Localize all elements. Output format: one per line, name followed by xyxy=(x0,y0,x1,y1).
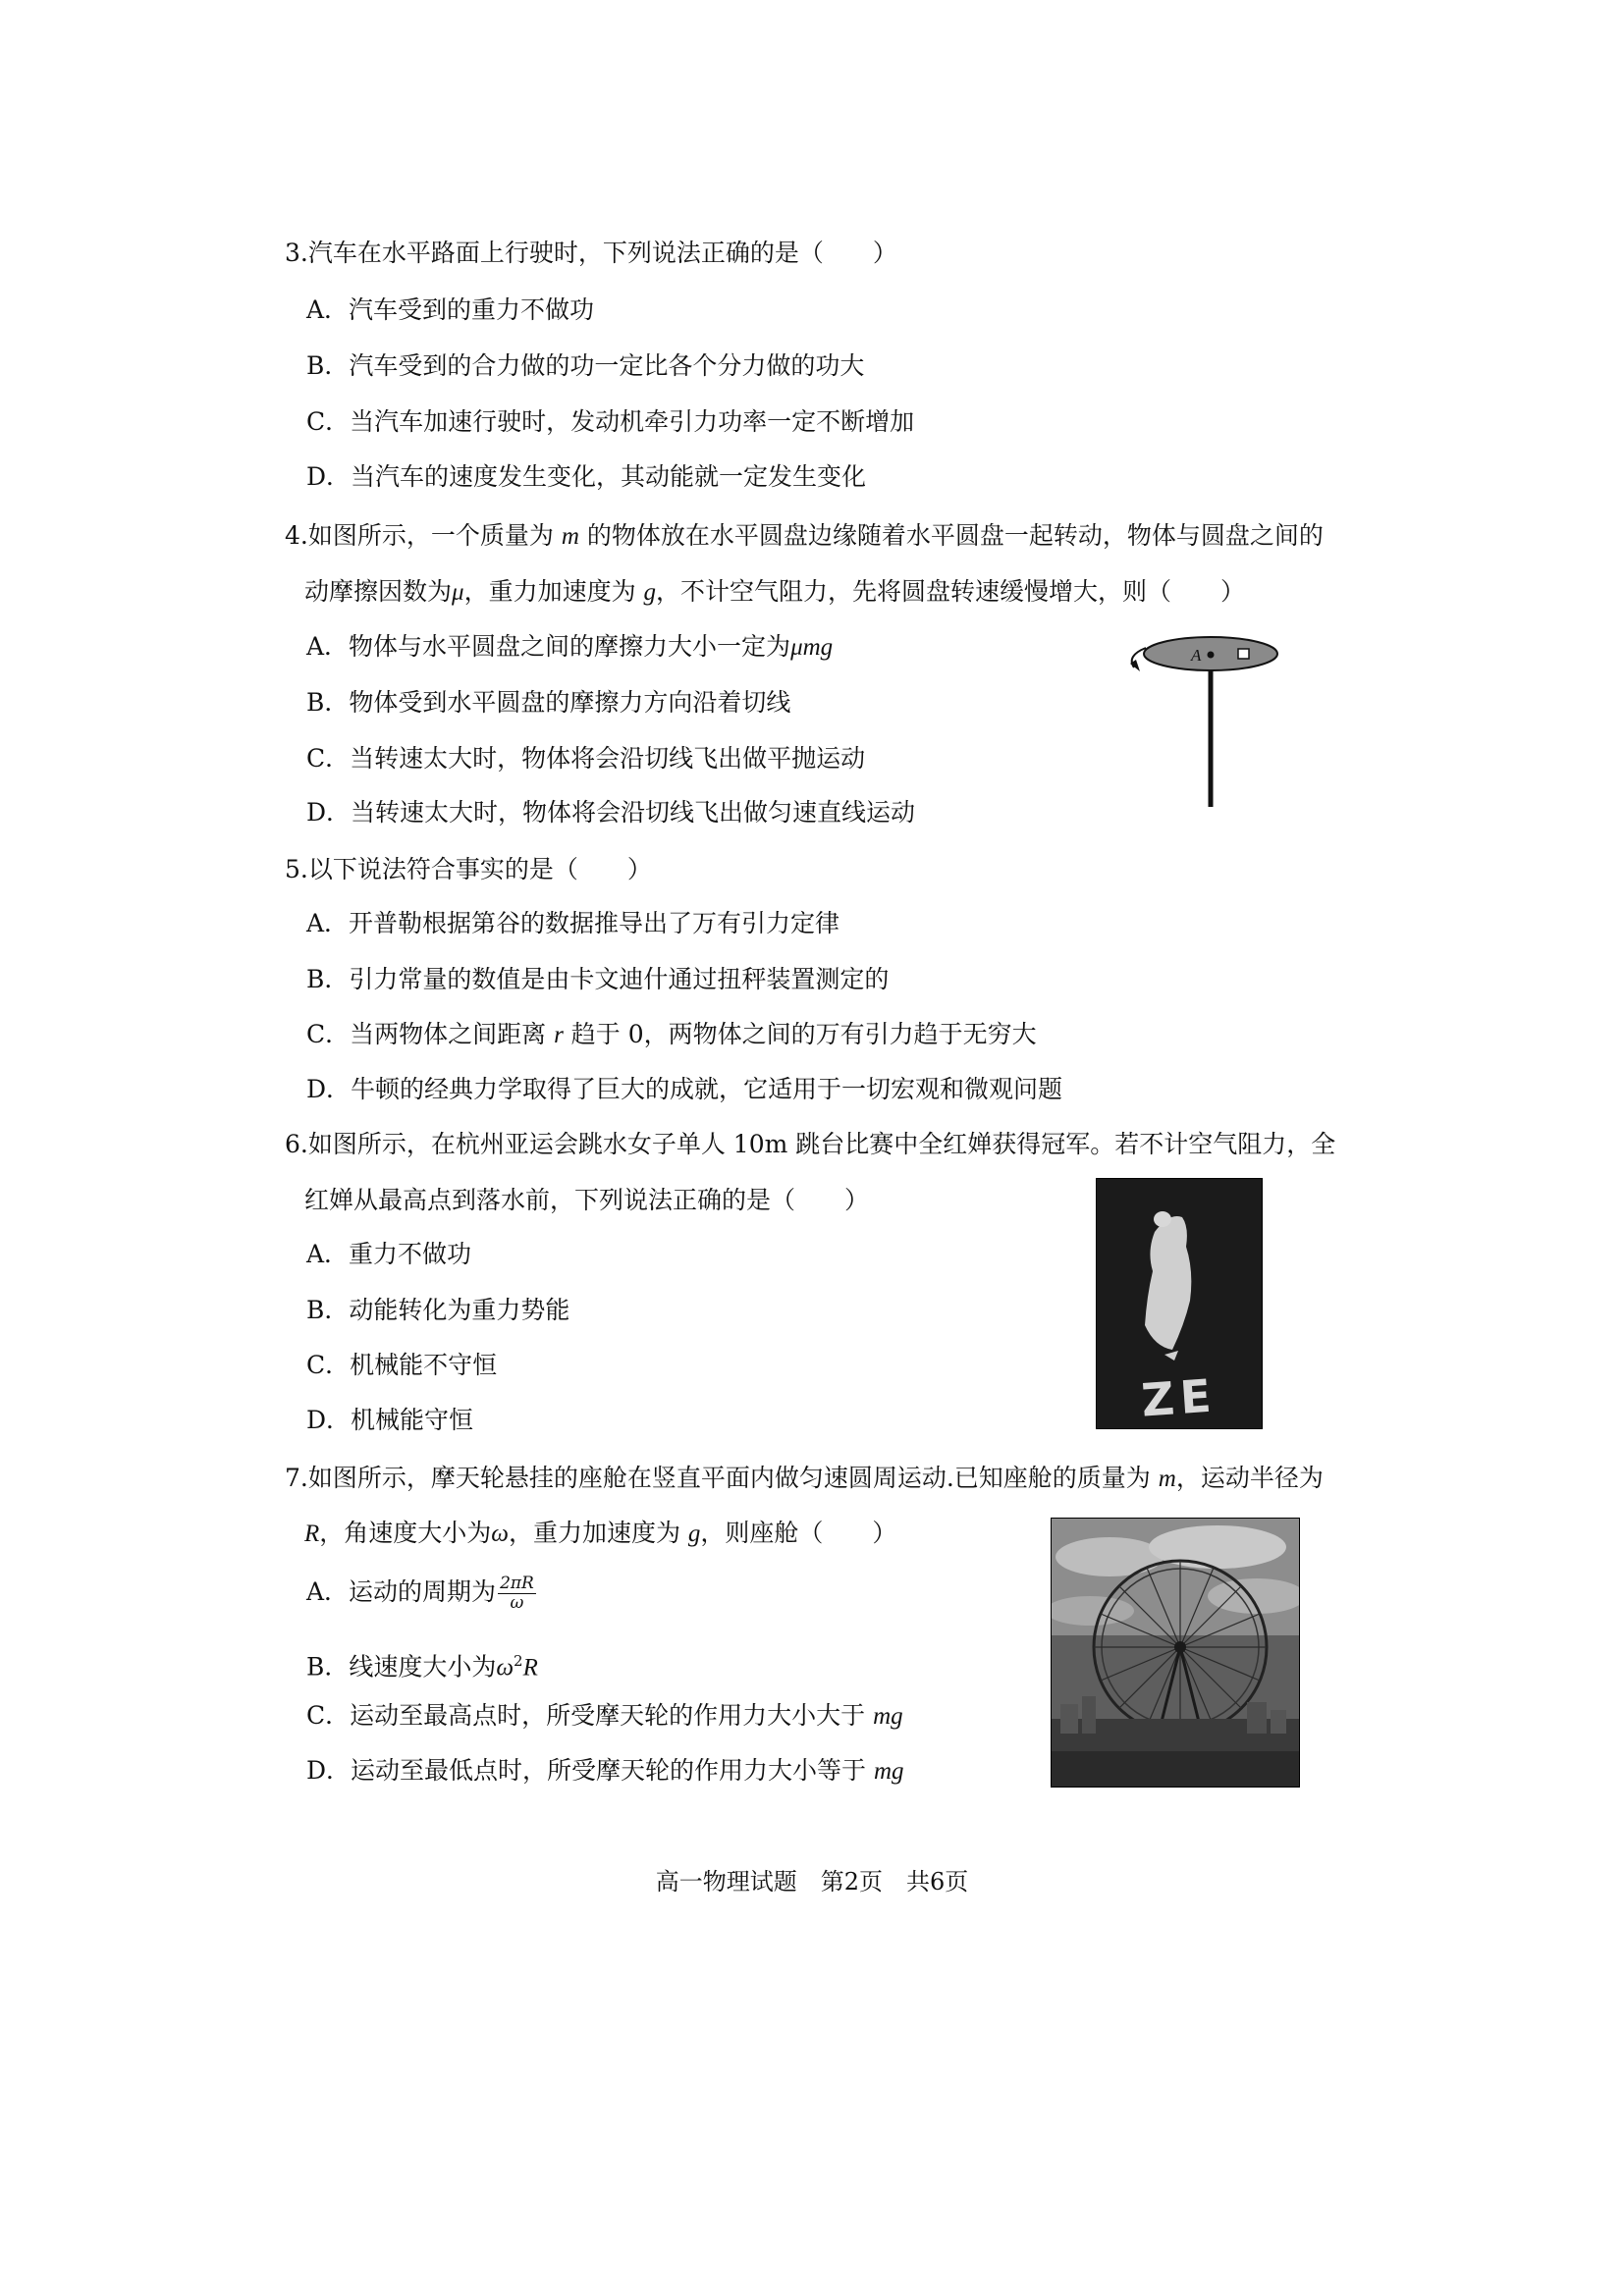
rotating-disk-figure xyxy=(1124,628,1291,815)
q7-option-d: D．运动至最低点时，所受摩天轮的作用力大小等于 mg xyxy=(306,1756,904,1785)
q4-option-d: D．当转速太大时，物体将会沿切线飞出做匀速直线运动 xyxy=(306,798,916,827)
q5-option-a: A．开普勒根据第谷的数据推导出了万有引力定律 xyxy=(306,909,840,937)
q7-stem-line1: 7.如图所示，摩天轮悬挂的座舱在竖直平面内做匀速圆周运动.已知座舱的质量为 m，运动半径为 xyxy=(285,1464,1324,1492)
q3-option-d: D．当汽车的速度发生变化，其动能就一定发生变化 xyxy=(306,462,867,491)
q4-option-a: A．物体与水平圆盘之间的摩擦力大小一定为μmg xyxy=(306,632,834,661)
photo-board-text: ZE xyxy=(1139,1368,1219,1427)
q5-option-c: C．当两物体之间距离 r 趋于 0，两物体之间的万有引力趋于无穷大 xyxy=(306,1020,1037,1048)
q6-option-b: B．动能转化为重力势能 xyxy=(306,1296,570,1324)
q3-option-a: A．汽车受到的重力不做功 xyxy=(306,295,595,324)
q4-option-c: C．当转速太大时，物体将会沿切线飞出做平抛运动 xyxy=(306,744,866,773)
point-label-a: A xyxy=(1191,646,1202,665)
q5-option-d: D．牛顿的经典力学取得了巨大的成就，它适用于一切宏观和微观问题 xyxy=(306,1075,1063,1103)
period-fraction: $\frac{2\pi R}{\omega}$ xyxy=(500,1574,534,1613)
q7-option-a: A．运动的周期为 $\frac{2\pi R}{\omega}$ xyxy=(306,1574,534,1613)
q7-option-c: C．运动至最高点时，所受摩天轮的作用力大小大于 mg xyxy=(306,1701,903,1730)
q6-stem-line1: 6.如图所示，在杭州亚运会跳水女子单人 10m 跳台比赛中全红婵获得冠军。若不计空气阻力，全 xyxy=(285,1130,1336,1158)
q3-stem: 3.汽车在水平路面上行驶时，下列说法正确的是（ ） xyxy=(285,239,897,267)
q6-option-a: A．重力不做功 xyxy=(306,1240,472,1268)
q6-stem-line2: 红婵从最高点到落水前，下列说法正确的是（ ） xyxy=(304,1186,870,1214)
ferris-wheel-photo xyxy=(1051,1518,1300,1788)
page-footer: 高一物理试题 第2页 共6页 xyxy=(655,1868,969,1896)
q5-stem: 5.以下说法符合事实的是（ ） xyxy=(285,855,652,883)
q4-option-b: B．物体受到水平圆盘的摩擦力方向沿着切线 xyxy=(306,688,791,717)
q4-stem-line1: 4.如图所示，一个质量为 m 的物体放在水平圆盘边缘随着水平圆盘一起转动，物体与圆盘之间的 xyxy=(285,521,1324,550)
q3-option-c: C．当汽车加速行驶时，发动机牵引力功率一定不断增加 xyxy=(306,407,915,436)
q6-option-d: D．机械能守恒 xyxy=(306,1406,474,1434)
q6-option-c: C．机械能不守恒 xyxy=(306,1351,498,1379)
q7-option-b: B．线速度大小为$\omega^2R$ xyxy=(306,1652,538,1682)
pivot-point xyxy=(1208,652,1215,659)
q7-stem-line2: R，角速度大小为ω，重力加速度为 g，则座舱（ ） xyxy=(304,1519,897,1547)
q5-option-b: B．引力常量的数值是由卡文迪什通过扭秤装置测定的 xyxy=(306,965,890,993)
q3-option-b: B．汽车受到的合力做的功一定比各个分力做的功大 xyxy=(306,351,865,380)
q4-stem-line2: 动摩擦因数为μ，重力加速度为 g，不计空气阻力，先将圆盘转速缓慢增大，则（ ） xyxy=(304,577,1246,606)
diver-photo xyxy=(1096,1178,1263,1429)
object-block xyxy=(1238,649,1249,659)
